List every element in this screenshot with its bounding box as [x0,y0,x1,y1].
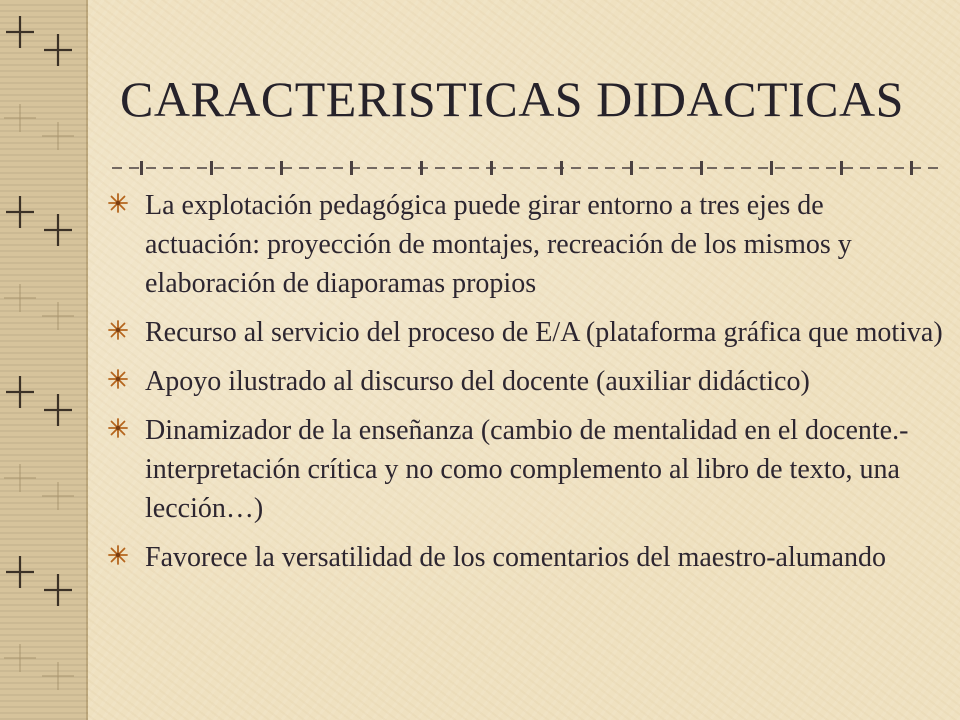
bullet-text: Recurso al servicio del proceso de E/A (plataforma gráfica que motiva) [145,317,943,348]
bullet-text: Dinamizador de la enseñanza (cambio de mentalidad en el docente.- interpretación crítica y no como complemento al libro de texto, una lección…) [145,415,909,524]
list-item [108,362,943,401]
list-item [108,313,943,352]
bullet-text: Favorece la versatilidad de los comentarios del maestro-alumando [145,542,886,573]
border-pattern [0,0,88,720]
bullet-list [108,186,943,587]
starburst-bullet-icon [108,320,128,340]
tick-mark-icon [6,196,34,228]
tick-mark-icon [44,214,72,246]
list-item [108,411,943,528]
starburst-bullet-icon [108,193,128,213]
left-decorative-border [0,0,88,720]
slide-title: CARACTERISTICAS DIDACTICAS [120,71,904,127]
tick-mark-icon [44,34,72,66]
starburst-bullet-icon [108,369,128,389]
tick-mark-icon [44,574,72,606]
dashed-divider [112,156,940,180]
list-item [108,538,943,577]
bullet-text: Apoyo ilustrado al discurso del docente (auxiliar didáctico) [145,366,810,397]
tick-mark-icon [6,556,34,588]
tick-mark-icon [6,16,34,48]
starburst-bullet-icon [108,418,128,438]
starburst-bullet-icon [108,545,128,565]
list-item [108,186,943,303]
tick-mark-icon [44,394,72,426]
bullet-text: La explotación pedagógica puede girar entorno a tres ejes de actuación: proyección de montajes, recreación de los mismos y elaboración de diaporamas propios [145,190,852,299]
tick-mark-icon [6,376,34,408]
